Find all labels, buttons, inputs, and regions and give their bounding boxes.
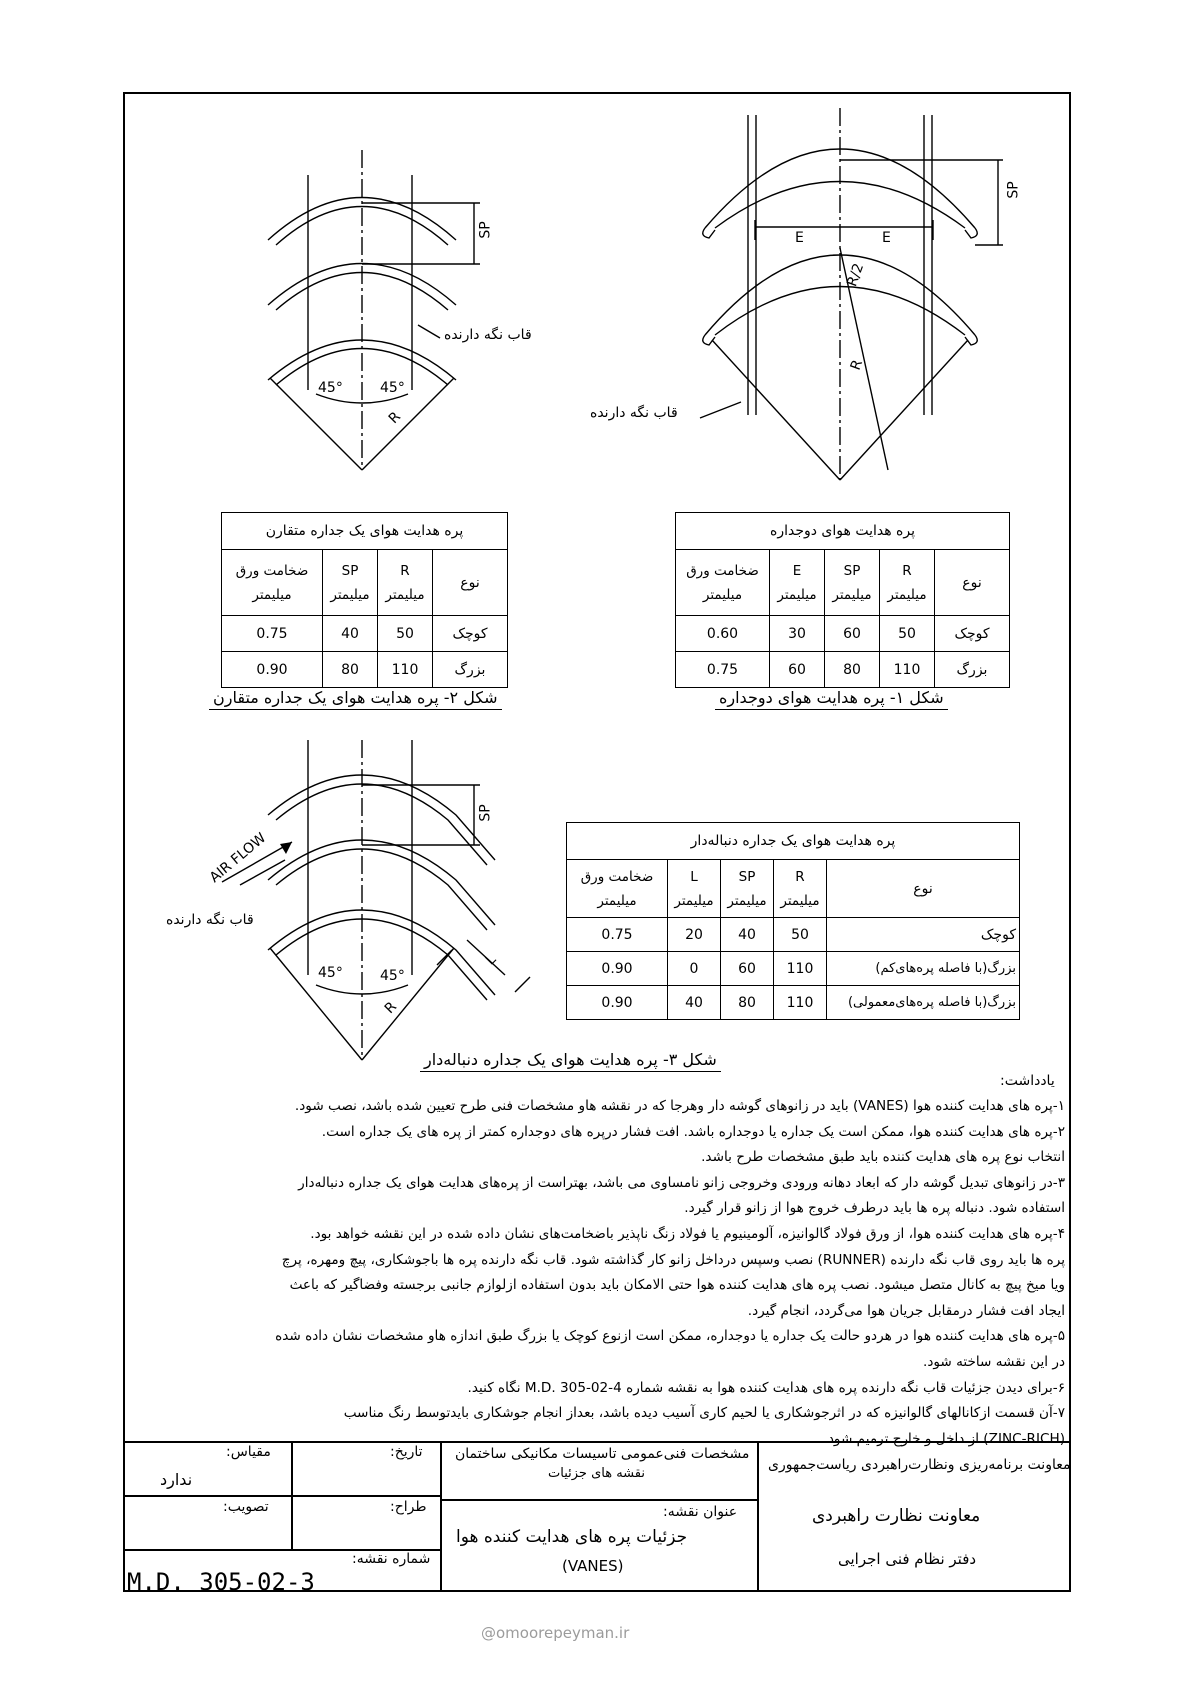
cell: 0.75 <box>676 652 770 688</box>
note-line: ۱-پره های هدایت کننده هوا (VANES) باید در زانوهای گوشه دار وهرجا که در نقشه هاو مشخصات فنی طرح تعیین شده باشد، نصب شود. <box>294 1098 1065 1114</box>
note-line: استفاده شود. دنباله پره ها باید درطرف خروج هوا از زانو قرار گیرد. <box>684 1200 1065 1217</box>
header-sp: SP میلیمتر <box>825 550 880 616</box>
fig3-r-label: R <box>381 998 400 1018</box>
header-r: R میلیمتر <box>880 550 935 616</box>
note-line: در این نقشه ساخته شود. <box>923 1353 1065 1370</box>
cell: 0.60 <box>676 616 770 652</box>
cell: 60 <box>770 652 825 688</box>
cell: 40 <box>668 986 721 1020</box>
note-line: پره ها باید روی قاب نگه دارنده (RUNNER) نصب وسپس درداخل زانو کار گذاشته شود. قاب نگه دارنده پره ها باجوشکاری، پیچ ومهره، پرچ <box>281 1251 1065 1268</box>
fig2-r-label: R <box>385 408 404 428</box>
fig1-e-label-left: E <box>795 230 804 246</box>
cell: 0 <box>668 952 721 986</box>
drawing-no-label: شماره نقشه: <box>352 1551 431 1567</box>
table-title: پره هدایت هوای یک جداره متقارن <box>222 513 508 550</box>
cell: 20 <box>668 918 721 952</box>
note-line: ۵-پره های هدایت کننده هوا در هردو حالت یک جداره یا دوجداره، ممکن است ازنوع کوچک یا بزرگ طبق اندازه هاو مشخصات نشان داده شده <box>275 1328 1065 1345</box>
fig1-sp-label: SP <box>1005 181 1022 199</box>
note-line: ۳-در زانوهای تبدیل گوشه دار که ابعاد دهانه ورودی وخروجی زانو نامساوی می باشد، بهتراست از پره‌های هدایت هوای یک جداره دنباله‌دار <box>298 1174 1065 1191</box>
cell: کوچک <box>935 616 1010 652</box>
fig3-caption: شکل ۳- پره هدایت هوای یک جداره دنباله‌دار <box>420 1050 721 1072</box>
cell: 50 <box>378 616 433 652</box>
watermark-text: @omoorepeyman.ir <box>481 1624 630 1642</box>
header-r: R میلیمتر <box>378 550 433 616</box>
cell: 0.75 <box>567 918 668 952</box>
cell: 50 <box>774 918 827 952</box>
note-line: ایجاد افت فشار درمقابل جریان هوا می‌گردد، انجام گیرد. <box>747 1302 1065 1319</box>
fig1-e-label-right: E <box>882 230 891 246</box>
scale-value: ندارد <box>160 1470 193 1489</box>
note-line: (ZINC-RICH) از داخل و خارج ترمیم شود. <box>823 1430 1065 1447</box>
header-thickness: ضخامت ورق میلیمتر <box>222 550 323 616</box>
header-l: L میلیمتر <box>668 860 721 918</box>
header-type: نوع <box>935 550 1010 616</box>
cell: 110 <box>774 986 827 1020</box>
cell: 110 <box>880 652 935 688</box>
cell: 0.90 <box>567 986 668 1020</box>
fig2-sp-label: SP <box>477 221 494 239</box>
spec-line1: مشخصات فنی‌عمومی تاسیسات مکانیکی ساختمان <box>455 1446 750 1462</box>
notes-heading: یادداشت: <box>1000 1073 1055 1089</box>
org-line3: دفتر نظام فنی اجرایی <box>838 1550 977 1568</box>
fig2-frame-label: قاب نگه دارنده <box>444 327 532 343</box>
cell: 0.75 <box>222 616 323 652</box>
fig3-frame-label: قاب نگه دارنده <box>166 912 254 928</box>
header-type: نوع <box>433 550 508 616</box>
note-line: ۲-پره های هدایت کننده هوا، ممکن است یک جداره یا دوجداره باشد. افت فشار درپره های دوجداره کمتر از پره های یک جداره است. <box>321 1123 1065 1140</box>
designer-label: طراح: <box>390 1499 427 1515</box>
header-r: R میلیمتر <box>774 860 827 918</box>
cell: 40 <box>323 616 378 652</box>
note-line: ۶-برای دیدن جزئیات قاب نگه دارنده پره های هدایت کننده هوا به نقشه شماره M.D. 305-02-4 نگاه کنید. <box>467 1379 1065 1396</box>
drawing-number: M.D. 305-02-3 <box>127 1568 315 1596</box>
fig3-airflow-label: AIR FLOW <box>206 829 270 887</box>
note-line: انتخاب نوع پره های هدایت کننده باید طبق مشخصات طرح باشد. <box>701 1149 1065 1166</box>
cell: 40 <box>721 918 774 952</box>
header-e: E میلیمتر <box>770 550 825 616</box>
note-line: ۴-پره های هدایت کننده هوا، از ورق فولاد گالوانیزه، آلومینیوم یا فولاد زنگ ناپذیر باضخامت‌های نشان داده شده در این نقشه خواهد بود. <box>310 1225 1065 1242</box>
header-sp: SP میلیمتر <box>323 550 378 616</box>
spec-line2: نقشه های جزئیات <box>548 1466 645 1481</box>
cell: بزرگ <box>433 652 508 688</box>
cell: بزرگ(با فاصله پره‌های‌کم) <box>827 952 1020 986</box>
cell: 50 <box>880 616 935 652</box>
cell: 110 <box>774 952 827 986</box>
fig3-sp-label: SP <box>477 804 494 822</box>
fig3-angle-left: 45° <box>318 965 343 981</box>
note-line: ۷-آن قسمت ازکانالهای گالوانیزه که در اثرجوشکاری یا لحیم کاری آسیب دیده باشد، بعداز انجام جوشکاری بایدتوسط رنگ مناسب <box>343 1405 1065 1422</box>
fig1-frame-label: قاب نگه دارنده <box>590 405 678 421</box>
cell: 80 <box>721 986 774 1020</box>
fig1-r-label: R <box>847 357 867 373</box>
fig1-caption: شکل ۱- پره هدایت هوای دوجداره <box>715 688 948 710</box>
header-type: نوع <box>827 860 1020 918</box>
cell: کوچک <box>827 918 1020 952</box>
cell: 110 <box>378 652 433 688</box>
fig2-angle-left: 45° <box>318 380 343 396</box>
drawing-title-1: جزئیات پره های هدایت کننده هوا <box>456 1527 688 1547</box>
drawing-title-label: عنوان نقشه: <box>663 1504 738 1520</box>
cell: 60 <box>825 616 880 652</box>
cell: 60 <box>721 952 774 986</box>
cell: کوچک <box>433 616 508 652</box>
table-title: پره هدایت هوای دوجداره <box>676 513 1010 550</box>
table-title: پره هدایت هوای یک جداره دنباله‌دار <box>567 823 1020 860</box>
cell: بزرگ(با فاصله پره‌های‌معمولی) <box>827 986 1020 1020</box>
date-label: تاریخ: <box>390 1444 423 1460</box>
fig2-caption: شکل ۲- پره هدایت هوای یک جداره متقارن <box>209 688 502 710</box>
header-thickness: ضخامت ورق میلیمتر <box>676 550 770 616</box>
cell: 30 <box>770 616 825 652</box>
cell: 0.90 <box>222 652 323 688</box>
scale-label: مقیاس: <box>226 1444 271 1460</box>
header-thickness: ضخامت ورق میلیمتر <box>567 860 668 918</box>
note-line: ویا میخ پیچ به کانال متصل میشود. نصب پره های هدایت کننده هوا حتی الامکان باید بدون استفاده ازلوازم جانبی برجسته وفضاگیر که باعث <box>289 1277 1065 1294</box>
drawing-title-2: (VANES) <box>562 1557 624 1575</box>
cell: 80 <box>323 652 378 688</box>
org-line1: معاونت برنامه‌ریزی ونظارت‌راهبردی ریاست‌جمهوری <box>768 1457 1071 1473</box>
cell: 80 <box>825 652 880 688</box>
org-line2: معاونت نظارت راهبردی <box>812 1506 981 1526</box>
cell: 0.90 <box>567 952 668 986</box>
fig3-angle-right: 45° <box>380 968 405 984</box>
fig2-angle-right: 45° <box>380 380 405 396</box>
approval-label: تصویب: <box>223 1499 269 1515</box>
cell: بزرگ <box>935 652 1010 688</box>
header-sp: SP میلیمتر <box>721 860 774 918</box>
fig1-r-half-label: R/2 <box>844 261 868 289</box>
fig3-l-label: L <box>482 951 500 969</box>
